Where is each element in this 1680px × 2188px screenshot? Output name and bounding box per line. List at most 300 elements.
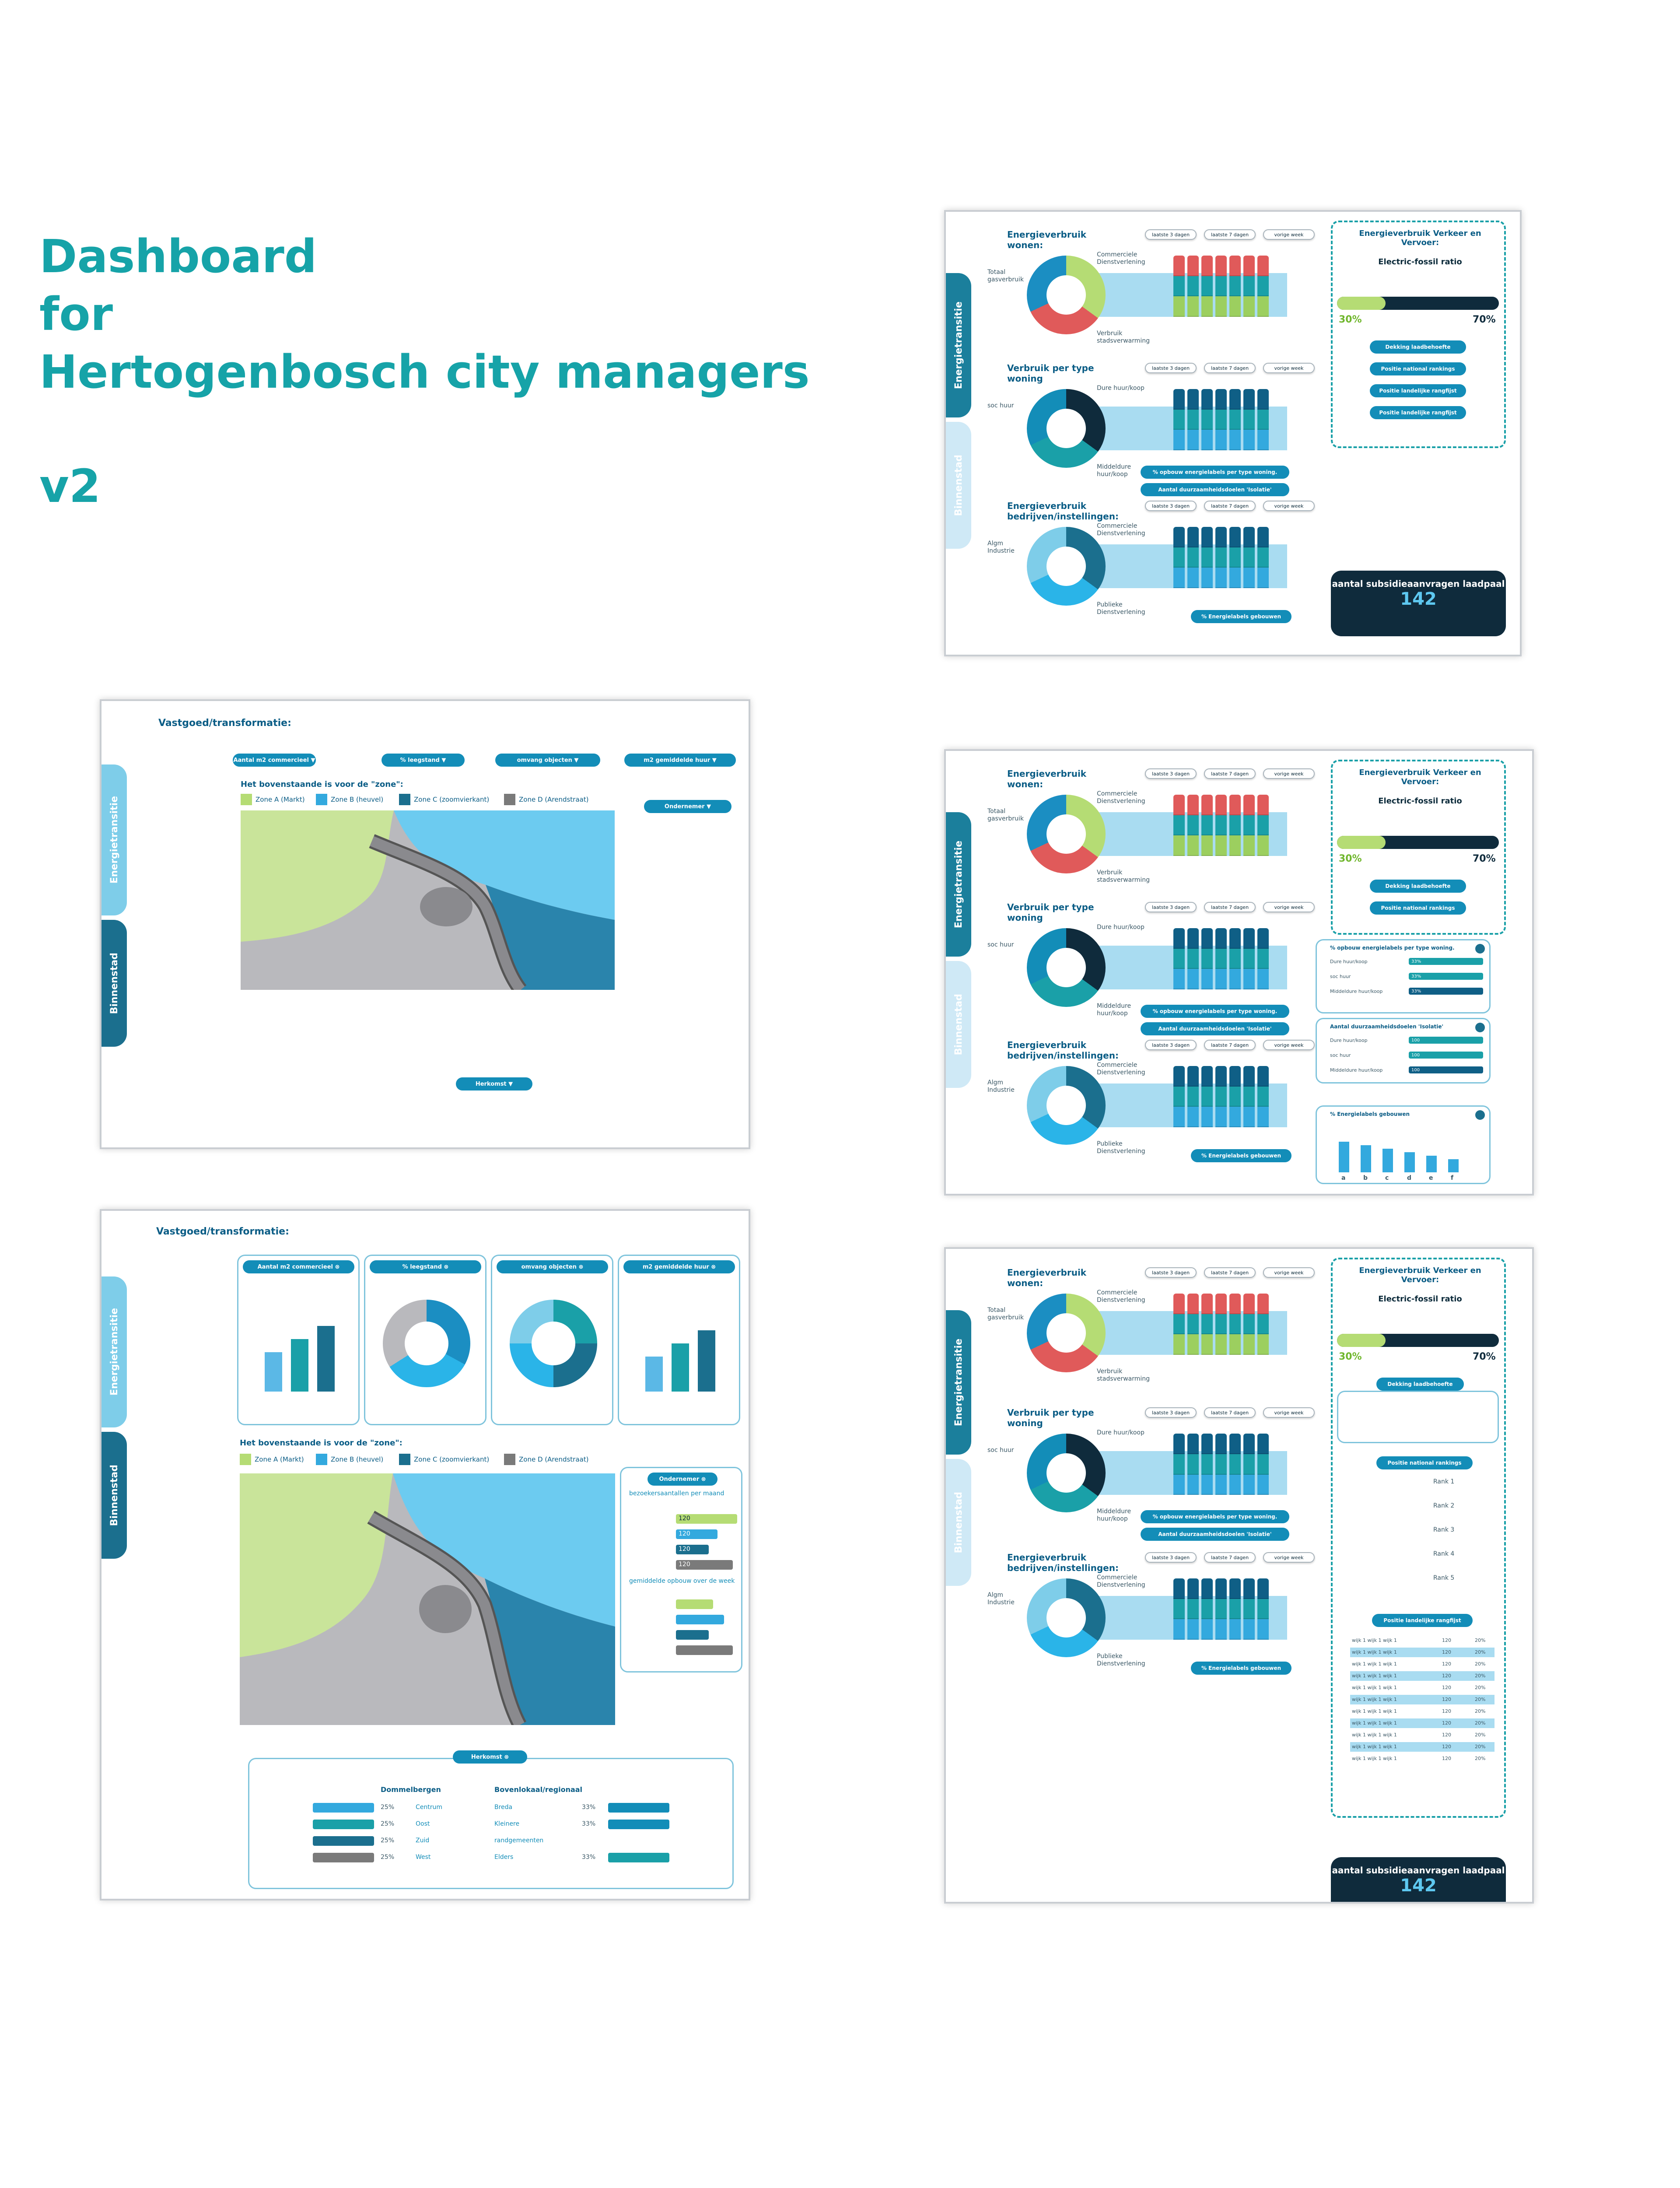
zone-map-2[interactable] [240, 1473, 615, 1725]
bar-segment [1215, 1434, 1227, 1454]
dropdown-leegstand[interactable]: % leegstand ▼ [382, 754, 465, 767]
filter-1[interactable]: laatste 7 dagen [1204, 363, 1256, 373]
bar-segment [1229, 1454, 1241, 1475]
bar-segment [1201, 256, 1213, 276]
filter-2[interactable]: vorige week [1263, 1267, 1315, 1278]
filter-2[interactable]: vorige week [1263, 229, 1315, 240]
label-bar [1404, 1152, 1415, 1172]
bar-segment [1229, 815, 1241, 836]
vastgoed-panel-1 [100, 699, 750, 1149]
donut-top-label: Commerciele Dienstverlening [1097, 1574, 1145, 1588]
herkomst-right-label: Breda [494, 1804, 513, 1811]
bar-segment [1257, 568, 1269, 588]
popup-aantal-row-label: Dure huur/koop [1330, 1038, 1368, 1043]
bar-segment [1201, 1334, 1213, 1355]
bar-segment [1173, 568, 1185, 588]
herkomst-right-label: randgemeenten [494, 1837, 544, 1844]
donut-left-label: Algm Industrie [987, 1592, 1015, 1606]
section-donut [1027, 389, 1106, 468]
filter-2[interactable]: vorige week [1263, 1407, 1315, 1418]
filter-0[interactable]: laatste 3 dagen [1145, 1040, 1197, 1050]
filter-0[interactable]: laatste 3 dagen [1145, 768, 1197, 779]
zone-title-2: Het bovenstaande is voor de "zone": [240, 1438, 402, 1448]
map-graphic-2 [240, 1473, 615, 1725]
herkomst-left-bar [313, 1853, 374, 1862]
bar-segment [1201, 1294, 1213, 1314]
herkomst-left-bar [313, 1803, 374, 1813]
btn-aantal[interactable]: Aantal duurzaamheidsdoelen 'Isolatie' [1141, 1022, 1289, 1035]
btn-opbouw[interactable]: % opbouw energielabels per type woning. [1141, 1510, 1289, 1523]
bar-segment [1229, 276, 1241, 297]
filter-2[interactable]: vorige week [1263, 501, 1315, 511]
donut-hole [1046, 1453, 1086, 1493]
bar-segment [1187, 1294, 1199, 1314]
rank-row-name: wijk 1 wijk 1 wijk 1 [1352, 1708, 1397, 1714]
btn-labels[interactable]: % Energielabels gebouwen [1191, 610, 1292, 623]
filter-1[interactable]: laatste 7 dagen [1204, 1552, 1256, 1563]
ondernemer-card [620, 1467, 742, 1673]
filter-0[interactable]: laatste 3 dagen [1145, 1267, 1197, 1278]
filter-0[interactable]: laatste 3 dagen [1145, 363, 1197, 373]
zone-map[interactable] [241, 810, 615, 990]
tab-binnenstad-2[interactable]: Binnenstad [102, 1432, 127, 1559]
card-header-m2[interactable]: Aantal m2 commercieel ⊗ [243, 1260, 354, 1273]
bar-segment [1243, 1294, 1255, 1314]
ratio-bar [1337, 297, 1499, 310]
bar-segment [1215, 1599, 1227, 1620]
zone-legend-c[interactable]: Zone C (zoomvierkant) [399, 794, 489, 805]
filter-0[interactable]: laatste 3 dagen [1145, 1552, 1197, 1563]
rank-row-name: wijk 1 wijk 1 wijk 1 [1352, 1661, 1397, 1667]
btn-aantal[interactable]: Aantal duurzaamheidsdoelen 'Isolatie' [1141, 1528, 1289, 1541]
bar-segment [1173, 256, 1185, 276]
card-header-huur[interactable]: m2 gemiddelde huur ⊗ [623, 1260, 735, 1273]
bar-segment [1229, 430, 1241, 450]
rank-row-val: 120 [1442, 1732, 1451, 1738]
ratio-left: 30% [1339, 314, 1362, 325]
rank-row-name: wijk 1 wijk 1 wijk 1 [1352, 1720, 1397, 1726]
stacked-bar [1257, 256, 1269, 317]
herkomst-left-pct: 25% [381, 1820, 395, 1827]
rank-row [1350, 1636, 1494, 1645]
rank-row [1350, 1742, 1494, 1752]
bar-segment [1201, 1314, 1213, 1335]
card-leegstand [364, 1255, 486, 1425]
card-gemiddelde-huur [618, 1255, 740, 1425]
bar-segment [1243, 389, 1255, 410]
rank-row-pct: 20% [1475, 1661, 1486, 1667]
bar-segment [1257, 527, 1269, 547]
bar-segment [1201, 1454, 1213, 1475]
bar-segment [1201, 1475, 1213, 1495]
subsidie-title: aantal subsidieaanvragen laadpaal [1332, 1865, 1505, 1876]
btn-opbouw[interactable]: % opbouw energielabels per type woning. [1141, 1005, 1289, 1018]
stacked-bar [1187, 389, 1199, 450]
label-letter: c [1385, 1175, 1389, 1182]
stacked-bar [1201, 256, 1213, 317]
verkeer-btn-1[interactable]: Positie national rankings [1370, 901, 1466, 915]
rank-row-name: wijk 1 wijk 1 wijk 1 [1352, 1697, 1397, 1702]
btn-aantal[interactable]: Aantal duurzaamheidsdoelen 'Isolatie' [1141, 483, 1289, 496]
section-title-2: Energieverbruik bedrijven/instellingen: [1007, 1552, 1119, 1573]
stacked-bar [1201, 527, 1213, 588]
bar-segment [1215, 1578, 1227, 1599]
filter-0[interactable]: laatste 3 dagen [1145, 1407, 1197, 1418]
bar-segment [1257, 410, 1269, 430]
ratio-fill [1337, 1334, 1386, 1347]
version-label: v2 [39, 459, 101, 513]
stacked-bar [1201, 1066, 1213, 1127]
popup-opbouw-row-bar [1409, 958, 1483, 965]
bar-segment [1243, 1434, 1255, 1454]
donut-top-label: Commerciele Dienstverlening [1097, 1289, 1145, 1304]
bar-segment [1215, 1294, 1227, 1314]
herkomst-right-pct: 33% [582, 1820, 596, 1827]
filter-0[interactable]: laatste 3 dagen [1145, 229, 1197, 240]
close-icon[interactable] [1475, 1110, 1485, 1120]
bezoek-bar-1: 120 [676, 1514, 737, 1524]
filter-1[interactable]: laatste 7 dagen [1204, 902, 1256, 912]
bar-segment [1201, 1578, 1213, 1599]
herkomst-left-label: West [416, 1854, 431, 1861]
filter-1[interactable]: laatste 7 dagen [1204, 501, 1256, 511]
stacked-bar [1187, 928, 1199, 989]
row-val: 100 [1411, 1053, 1420, 1058]
dropdown-ondernemer[interactable]: Ondernemer ▼ [644, 800, 732, 813]
label-bar [1426, 1156, 1437, 1172]
bar-segment [1243, 928, 1255, 949]
filter-1[interactable]: laatste 7 dagen [1204, 1407, 1256, 1418]
herkomst-card [248, 1753, 734, 1889]
opbouw-bar-2 [676, 1615, 724, 1624]
section-bars [1173, 389, 1269, 450]
rank-row-pct: 20% [1475, 1732, 1486, 1738]
donut-left-label: Algm Industrie [987, 540, 1015, 554]
national-btn[interactable]: Positie national rankings [1376, 1456, 1473, 1469]
stacked-bar [1257, 795, 1269, 856]
verkeer-title: Energieverbruik Verkeer en Vervoer: [1359, 768, 1481, 786]
bar-segment [1215, 1475, 1227, 1495]
herkomst-right-pct: 33% [582, 1804, 596, 1811]
tab-binnenstad[interactable] [946, 961, 971, 1088]
bar-segment [1243, 276, 1255, 297]
bar-segment [1173, 1314, 1185, 1335]
row-val: 100 [1411, 1068, 1420, 1073]
stacked-bar [1173, 389, 1185, 450]
section-bars [1173, 527, 1269, 588]
vastgoed-title-2: Vastgoed/transformatie: [156, 1226, 289, 1237]
rank-row-pct: 20% [1475, 1744, 1486, 1750]
stacked-bar [1215, 256, 1227, 317]
energy-panel-3 [944, 1247, 1534, 1904]
herkomst-right-title: Bovenlokaal/regionaal [494, 1785, 583, 1794]
rank-row-name: wijk 1 wijk 1 wijk 1 [1352, 1673, 1397, 1679]
bar-segment [1257, 1434, 1269, 1454]
subsidie-box [1331, 1857, 1506, 1904]
rank-row-val: 120 [1442, 1649, 1451, 1655]
herkomst-header[interactable]: Herkomst ⊗ [453, 1750, 527, 1764]
stacked-bar [1187, 256, 1199, 317]
filter-2[interactable]: vorige week [1263, 1552, 1315, 1563]
bar-segment [1257, 1107, 1269, 1127]
landelijk-btn[interactable]: Positie landelijke rangfijst [1372, 1614, 1473, 1627]
section-title-1: Verbruik per type woning [1007, 1407, 1094, 1429]
stacked-bar [1243, 256, 1255, 317]
rank-row-name: wijk 1 wijk 1 wijk 1 [1352, 1744, 1397, 1750]
zone-legend-a[interactable]: Zone A (Markt) [241, 794, 305, 805]
card-header-leegstand[interactable]: % leegstand ⊗ [370, 1260, 481, 1273]
bar-segment [1243, 1475, 1255, 1495]
stacked-bar [1187, 527, 1199, 588]
bar-segment [1229, 1578, 1241, 1599]
stacked-bar [1215, 389, 1227, 450]
bar-segment [1257, 296, 1269, 317]
row-val: 33% [1411, 989, 1421, 994]
vastgoed-title: Vastgoed/transformatie: [158, 718, 291, 729]
stacked-bar [1229, 928, 1241, 989]
btn-labels[interactable]: % Energielabels gebouwen [1191, 1662, 1292, 1675]
popup-aantal-row-label: soc huur [1330, 1052, 1351, 1058]
bar-segment [1243, 949, 1255, 969]
bar-segment [1229, 296, 1241, 317]
bar-segment [1257, 969, 1269, 989]
stacked-bar [1229, 527, 1241, 588]
tab-energietransitie[interactable] [946, 812, 971, 957]
stacked-bar [1173, 527, 1185, 588]
zone2-legend-a[interactable]: Zone A (Markt) [240, 1454, 304, 1465]
bar-segment [1187, 1087, 1199, 1107]
donut-left-label: Totaal gasverbruik [987, 808, 1024, 822]
bar-segment [1173, 1066, 1185, 1087]
rank-row [1350, 1718, 1494, 1728]
bar-segment [1187, 1334, 1199, 1355]
bar-segment [1257, 547, 1269, 568]
donut-bottom-label: Verbruik stadsverwarming [1097, 1368, 1150, 1382]
verkeer-btn-0[interactable]: Dekking laadbehoefte [1370, 880, 1466, 893]
herkomst-right-pct: 33% [582, 1854, 596, 1861]
donut-hole [1046, 1598, 1086, 1637]
rank-row-name: wijk 1 wijk 1 wijk 1 [1352, 1637, 1397, 1643]
bar-segment [1215, 1066, 1227, 1087]
donut-top-label: Dure huur/koop [1097, 1429, 1144, 1437]
filter-1[interactable]: laatste 7 dagen [1204, 229, 1256, 240]
popup-aantal-row-bar [1409, 1066, 1483, 1073]
verkeer-btn-3[interactable]: Positie landelijke rangfijst [1370, 406, 1466, 419]
bar-segment [1243, 1087, 1255, 1107]
zone2-legend-d[interactable]: Zone D (Arendstraat) [504, 1454, 588, 1465]
bar-segment [1257, 1619, 1269, 1640]
herkomst-left-bar [313, 1820, 374, 1829]
donut-left-label: soc huur [987, 941, 1014, 948]
rank-row-val: 120 [1442, 1744, 1451, 1750]
bar-segment [1187, 928, 1199, 949]
filter-2[interactable]: vorige week [1263, 768, 1315, 779]
section-bars [1173, 1578, 1269, 1640]
bar-segment [1215, 815, 1227, 836]
bar-segment [1201, 296, 1213, 317]
tab-energietransitie[interactable] [946, 1310, 971, 1455]
rank-row-val: 120 [1442, 1685, 1451, 1690]
tab-energietransitie[interactable]: Energietransitie [102, 764, 127, 915]
bar-segment [1173, 1578, 1185, 1599]
popup-opbouw-row-label: Dure huur/koop [1330, 959, 1368, 964]
ratio-bar [1337, 836, 1499, 849]
herkomst-right-bar [608, 1803, 669, 1813]
row-val: 33% [1411, 974, 1421, 979]
verkeer-btn-1[interactable]: Positie national rankings [1370, 362, 1466, 375]
verkeer-box [1331, 1258, 1506, 1818]
filter-0[interactable]: laatste 3 dagen [1145, 902, 1197, 912]
bar-segment [1229, 568, 1241, 588]
bar-segment [1229, 527, 1241, 547]
bar-segment [1187, 1454, 1199, 1475]
stacked-bar [1229, 795, 1241, 856]
stacked-bar [1257, 1578, 1269, 1640]
filter-1[interactable]: laatste 7 dagen [1204, 768, 1256, 779]
verkeer-btn-2[interactable]: Positie landelijke rangfijst [1370, 384, 1466, 397]
bar-segment [1173, 1454, 1185, 1475]
bar-segment [1215, 276, 1227, 297]
bar-segment [1215, 1334, 1227, 1355]
donut-left-label: Totaal gasverbruik [987, 269, 1024, 283]
bar-segment [1173, 527, 1185, 547]
bar-segment [1187, 296, 1199, 317]
tab-binnenstad[interactable] [946, 422, 971, 549]
dropdown-m2-commercieel[interactable]: Aantal m2 commercieel ▼ [233, 754, 316, 767]
close-icon[interactable] [1475, 944, 1485, 954]
ratio-left: 30% [1339, 853, 1362, 864]
zone-legend-b[interactable]: Zone B (heuvel) [316, 794, 383, 805]
verkeer-btn-0[interactable]: Dekking laadbehoefte [1370, 340, 1466, 354]
rank-row-val: 120 [1442, 1708, 1451, 1714]
bar-segment [1257, 1066, 1269, 1087]
popup-opbouw-row-bar [1409, 988, 1483, 995]
filter-0[interactable]: laatste 3 dagen [1145, 501, 1197, 511]
tab-energietransitie[interactable] [946, 273, 971, 417]
filter-2[interactable]: vorige week [1263, 1040, 1315, 1050]
herkomst-left-label: Oost [416, 1820, 430, 1827]
tab-label: Energietransitie [953, 840, 964, 929]
bar-segment [1257, 928, 1269, 949]
dropdown-gemiddelde-huur[interactable]: m2 gemiddelde huur ▼ [624, 754, 736, 767]
bar-segment [1187, 969, 1199, 989]
huur-bars [637, 1291, 724, 1405]
map-graphic [241, 810, 615, 990]
filter-1[interactable]: laatste 7 dagen [1204, 1267, 1256, 1278]
subsidie-box [1331, 571, 1506, 636]
bar-segment [1257, 1314, 1269, 1335]
stacked-bar [1229, 1066, 1241, 1127]
popup-opbouw-title: % opbouw energielabels per type woning. [1330, 945, 1455, 951]
bar-segment [1243, 1334, 1255, 1355]
bar-segment [1229, 949, 1241, 969]
bezoek-bar-2: 120 [676, 1529, 718, 1539]
stacked-bar [1215, 1434, 1227, 1495]
bar-segment [1243, 969, 1255, 989]
bar-segment [1173, 949, 1185, 969]
row-val: 100 [1411, 1038, 1420, 1043]
bar-segment [1215, 410, 1227, 430]
bar-segment [1229, 1087, 1241, 1107]
stacked-bar [1173, 795, 1185, 856]
bar-segment [1229, 1107, 1241, 1127]
zone2-legend-c[interactable]: Zone C (zoomvierkant) [399, 1454, 489, 1465]
label-letter: b [1363, 1175, 1368, 1182]
dropdown-herkomst[interactable]: Herkomst ▼ [456, 1077, 532, 1090]
donut-top-label: Commerciele Dienstverlening [1097, 251, 1145, 266]
filter-2[interactable]: vorige week [1263, 902, 1315, 912]
rank-row-val: 120 [1442, 1637, 1451, 1643]
rank-row [1350, 1754, 1494, 1764]
stacked-bar [1201, 795, 1213, 856]
tab-binnenstad[interactable] [946, 1459, 971, 1586]
tab-binnenstad[interactable]: Binnenstad [102, 920, 127, 1047]
tab-label: Energietransitie [953, 1338, 964, 1427]
donut-bottom-label: Middeldure huur/koop [1097, 1508, 1131, 1523]
btn-labels[interactable]: % Energielabels gebouwen [1191, 1149, 1292, 1162]
bar-segment [1229, 1599, 1241, 1620]
bar-segment [1201, 389, 1213, 410]
bar-segment [1187, 1475, 1199, 1495]
bar-segment [1215, 1619, 1227, 1640]
ratio-fill [1337, 297, 1386, 310]
bar-segment [1215, 256, 1227, 276]
bar-segment [1243, 296, 1255, 317]
bar-segment [1257, 949, 1269, 969]
bar-segment [1173, 410, 1185, 430]
filter-2[interactable]: vorige week [1263, 363, 1315, 373]
stacked-bar [1257, 928, 1269, 989]
bar-segment [1243, 1578, 1255, 1599]
label-bar [1448, 1159, 1459, 1172]
bar-segment [1215, 568, 1227, 588]
tab-energietransitie-2[interactable]: Energietransitie [102, 1276, 127, 1427]
rank-row-pct: 20% [1475, 1697, 1486, 1702]
donut-bottom-label: Verbruik stadsverwarming [1097, 869, 1150, 884]
stacked-bar [1201, 1434, 1213, 1495]
bar-segment [1257, 256, 1269, 276]
bar-segment [1229, 969, 1241, 989]
bar-segment [1257, 835, 1269, 856]
bar-segment [1201, 815, 1213, 836]
card-header-omvang[interactable]: omvang objecten ⊗ [497, 1260, 608, 1273]
stacked-bar [1201, 928, 1213, 989]
dropdown-omvang[interactable]: omvang objecten ▼ [495, 754, 600, 767]
stacked-bar [1173, 1066, 1185, 1127]
vastgoed-panel-2 [100, 1209, 750, 1900]
popup-labels [1316, 1105, 1491, 1184]
zone2-legend-b[interactable]: Zone B (heuvel) [316, 1454, 383, 1465]
donut-left-label: Totaal gasverbruik [987, 1307, 1024, 1321]
bar-segment [1201, 795, 1213, 815]
btn-opbouw[interactable]: % opbouw energielabels per type woning. [1141, 466, 1289, 479]
rank-label: Rank 1 [1433, 1478, 1455, 1485]
bar-segment [1215, 1087, 1227, 1107]
bar-segment [1215, 389, 1227, 410]
bar-segment [1257, 815, 1269, 836]
dekking-btn[interactable]: Dekking laadbehoefte [1376, 1378, 1464, 1391]
bar-segment [1257, 276, 1269, 297]
herkomst-left-pct: 25% [381, 1837, 395, 1844]
bar-segment [1201, 430, 1213, 450]
close-icon[interactable] [1475, 1023, 1485, 1032]
bar-segment [1257, 1475, 1269, 1495]
zone-legend-d[interactable]: Zone D (Arendstraat) [504, 794, 588, 805]
bar-segment [1187, 1599, 1199, 1620]
bar-segment [1173, 1107, 1185, 1127]
ondernemer-header[interactable]: Ondernemer ⊗ [648, 1473, 718, 1486]
filter-1[interactable]: laatste 7 dagen [1204, 1040, 1256, 1050]
